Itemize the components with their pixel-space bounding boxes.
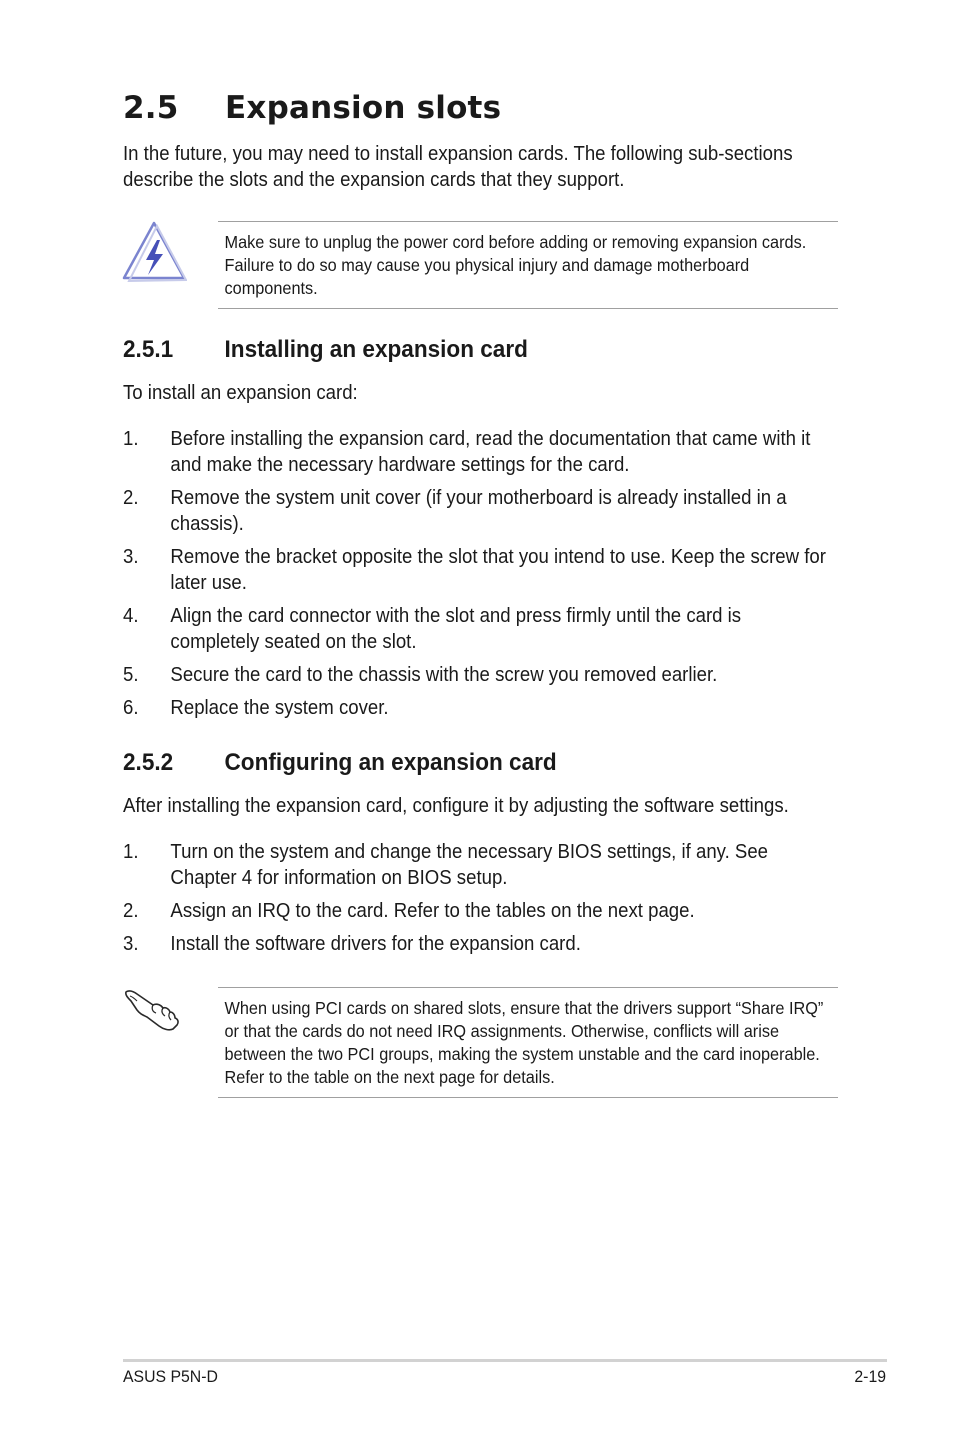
list-item: 2. Remove the system unit cover (if your motherboard is already installed in a chassis). bbox=[123, 487, 787, 535]
subsection-title: Installing an expansion card bbox=[224, 336, 528, 363]
list-item: 4. Align the card connector with the slot and press firmly until the card is completely seated on the slot. bbox=[123, 605, 742, 653]
list-item: 5. Secure the card to the chassis with the screw you removed earlier. bbox=[123, 664, 718, 686]
footer-divider bbox=[123, 1359, 887, 1362]
subsection-title: Configuring an expansion card bbox=[224, 749, 557, 776]
pointing-hand-icon bbox=[123, 987, 181, 1033]
install-lead: To install an expansion card: bbox=[123, 382, 358, 404]
note-text: When using PCI cards on shared slots, ensure that the drivers support “Share IRQ” or that the cards do not need IRQ assignments. Otherwise, conflicts will arise between the two PCI groups, making the system unstable and the card inoperable. Refer to the table on the next page for details. bbox=[224, 998, 824, 1087]
configure-lead: After installing the expansion card, configure it by adjusting the software settings. bbox=[123, 795, 789, 817]
warning-text: Make sure to unplug the power cord before adding or removing expansion cards. Failure to do so may cause you physical injury and damage motherboard components. bbox=[224, 232, 807, 298]
section-heading bbox=[123, 90, 501, 126]
note-callout bbox=[218, 987, 838, 1098]
section-title: Expansion slots bbox=[225, 90, 502, 126]
warning-callout bbox=[218, 221, 838, 309]
list-item: 6. Replace the system cover. bbox=[123, 697, 389, 719]
subsection-number: 2.5.2 bbox=[123, 749, 174, 776]
install-steps-list bbox=[123, 426, 883, 728]
subsection-heading-configuring bbox=[123, 749, 557, 777]
list-item: 3. Remove the bracket opposite the slot that you intend to use. Keep the screw for later use. bbox=[123, 546, 826, 594]
list-item: 3. Install the software drivers for the expansion card. bbox=[123, 933, 581, 955]
warning-triangle-icon bbox=[121, 220, 187, 284]
section-number: 2.5 bbox=[123, 90, 179, 126]
list-item: 1. Turn on the system and change the necessary BIOS settings, if any. See Chapter 4 for information on BIOS setup. bbox=[123, 841, 769, 889]
configure-steps-list bbox=[123, 839, 883, 964]
footer-product-name: ASUS P5N-D bbox=[123, 1367, 218, 1386]
subsection-heading-installing bbox=[123, 336, 528, 364]
list-item: 1. Before installing the expansion card, read the documentation that came with it and make the necessary hardware settings for the card. bbox=[123, 428, 811, 476]
subsection-number: 2.5.1 bbox=[123, 336, 174, 363]
intro-paragraph: In the future, you may need to install expansion cards. The following sub-sections describe the slots and the expansion cards that they support. bbox=[123, 143, 793, 191]
list-item: 2. Assign an IRQ to the card. Refer to the tables on the next page. bbox=[123, 900, 695, 922]
footer-page-number: 2-19 bbox=[854, 1367, 886, 1386]
